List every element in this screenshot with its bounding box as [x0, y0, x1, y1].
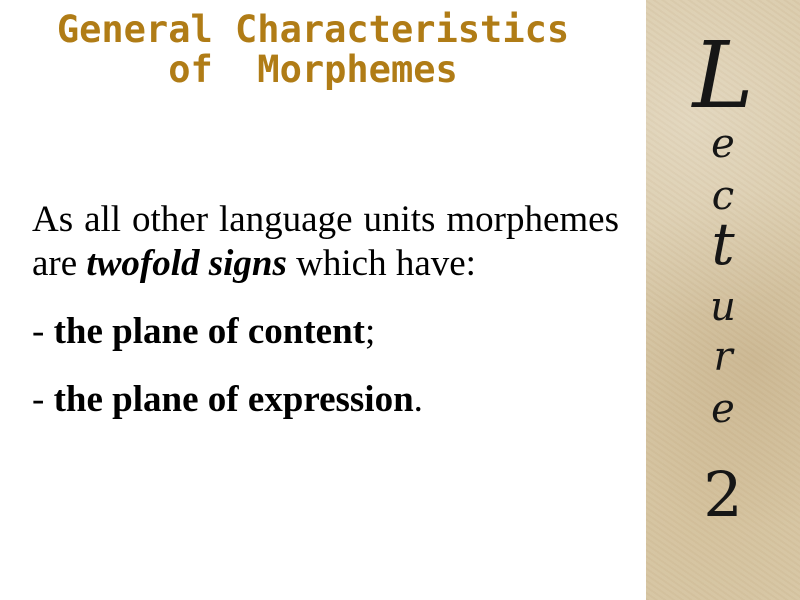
side-number-2: 2: [703, 458, 743, 531]
slide-body: [32, 198, 619, 422]
intro-text-after: which have:: [286, 243, 476, 284]
title-line-2: of Morphemes: [168, 48, 458, 91]
bullet-punctuation: ;: [364, 311, 376, 352]
bullet-dash: -: [32, 311, 54, 352]
bullet-dash: -: [32, 379, 54, 420]
slide-title: [18, 10, 608, 90]
bullet-strong-text: the plane of content: [53, 311, 365, 352]
side-letter-L: L: [692, 22, 754, 129]
intro-paragraph: [32, 198, 619, 286]
intro-text-before: As all other language units morphemes are: [32, 199, 619, 284]
bullet-item-expression: [32, 378, 619, 422]
side-letter-r: r: [713, 334, 733, 380]
bullet-item-content: [32, 310, 619, 354]
lecture-side-panel: [646, 0, 800, 600]
side-letter-e2: e: [711, 386, 735, 432]
side-letter-t: t: [711, 210, 735, 278]
bullet-punctuation: .: [413, 379, 423, 420]
side-letter-e: e: [711, 121, 735, 167]
title-line-1: General Characteristics: [56, 8, 570, 51]
side-letter-c: c: [711, 173, 735, 219]
intro-emphasis: twofold signs: [86, 243, 287, 284]
side-letter-u: u: [710, 284, 736, 330]
bullet-strong-text: the plane of expression: [53, 379, 414, 420]
